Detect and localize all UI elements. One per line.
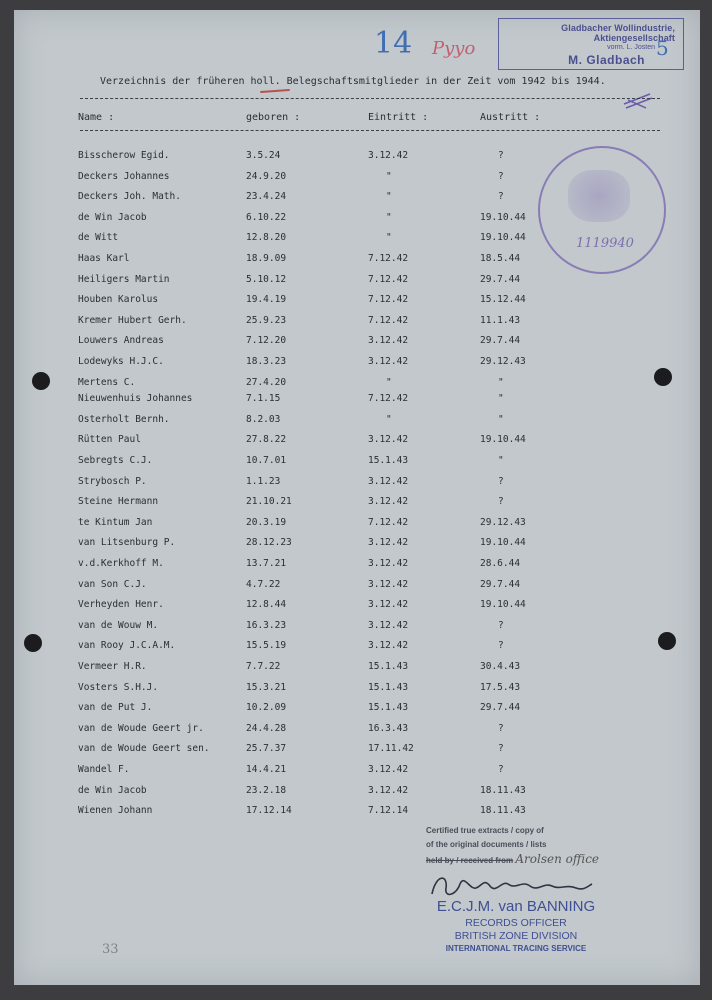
- divider-dashed: [80, 130, 660, 131]
- cell-exit: 15.12.44: [480, 294, 526, 306]
- cell-exit: ?: [498, 170, 504, 182]
- cell-entry: 15.1.43: [368, 702, 409, 714]
- cell-entry: 15.1.43: [368, 681, 409, 693]
- cell-name: Vosters S.H.J.: [78, 681, 159, 693]
- cell-entry: 15.1.43: [368, 661, 409, 672]
- cell-exit: ?: [498, 619, 504, 631]
- cell-entry: 7.12.42: [368, 314, 409, 326]
- table-row: [14, 743, 700, 763]
- table-row: [14, 805, 700, 825]
- cell-entry: ": [386, 170, 392, 182]
- cell-name: Nieuwenhuis Johannes: [78, 393, 193, 405]
- table-row: [14, 315, 700, 335]
- cell-entry: 3.12.42: [368, 640, 409, 652]
- table-row: [14, 723, 700, 743]
- cell-exit: 11.1.43: [480, 314, 521, 326]
- cell-entry: 7.12.42: [368, 516, 409, 528]
- column-header-name: Name :: [78, 112, 115, 123]
- cell-exit: 30.4.43: [480, 661, 521, 672]
- cell-born: 24.4.28: [246, 722, 287, 734]
- cell-entry: 17.11.42: [368, 743, 414, 755]
- stamp-emblem: [568, 170, 630, 222]
- cell-entry: 3.12.42: [368, 599, 409, 611]
- cell-born: 12.8.44: [246, 599, 287, 611]
- table-row: [14, 620, 700, 640]
- cell-born: 23.2.18: [246, 784, 287, 796]
- cell-exit: 29.12.43: [480, 516, 526, 528]
- document-title: Verzeichnis der früheren holl. Belegschaftsmitglieder in der Zeit vom 1942 bis 1944.: [100, 76, 606, 87]
- cell-name: Sebregts C.J.: [78, 455, 153, 466]
- handwritten-scribble: Pyyo: [432, 38, 476, 59]
- cell-born: 15.5.19: [246, 640, 287, 652]
- cell-born: 5.10.12: [246, 273, 287, 285]
- cell-entry: 7.12.42: [368, 393, 409, 405]
- table-row: [14, 476, 700, 496]
- certification-handwritten: Arolsen office: [515, 852, 600, 866]
- cell-entry: ": [386, 191, 392, 203]
- cell-entry: 3.12.42: [368, 496, 409, 508]
- cell-entry: ": [386, 413, 392, 425]
- cell-name: van Rooy J.C.A.M.: [78, 640, 176, 652]
- cell-entry: 15.1.43: [368, 455, 409, 466]
- cell-exit: 29.7.44: [480, 578, 521, 590]
- cell-entry: ": [386, 211, 392, 223]
- company-city: M. Gladbach: [568, 53, 645, 67]
- cell-born: 10.7.01: [246, 455, 287, 466]
- cell-name: van de Woude Geert sen.: [78, 743, 210, 755]
- cell-entry: 3.12.42: [368, 784, 409, 796]
- cell-name: van de Put J.: [78, 702, 153, 714]
- cell-entry: 7.12.42: [368, 253, 409, 264]
- cell-exit: 19.10.44: [480, 211, 526, 223]
- table-row: [14, 599, 700, 619]
- table-row: [14, 558, 700, 578]
- handwritten-page-mark: 5: [656, 36, 669, 60]
- cell-born: 8.2.03: [246, 413, 281, 425]
- table-row: [14, 393, 700, 413]
- cell-entry: ": [386, 376, 392, 388]
- cell-exit: ?: [498, 722, 504, 734]
- cell-born: 27.8.22: [246, 434, 287, 446]
- cell-entry: 3.12.42: [368, 558, 409, 569]
- cell-exit: 19.10.44: [480, 537, 526, 549]
- cell-entry: 3.12.42: [368, 150, 409, 161]
- cell-name: Wienen Johann: [78, 805, 153, 817]
- cell-name: Vermeer H.R.: [78, 661, 147, 672]
- cell-exit: ": [498, 376, 504, 388]
- table-row: [14, 640, 700, 660]
- cell-exit: ?: [498, 764, 504, 775]
- cell-name: Heiligers Martin: [78, 273, 170, 285]
- cell-exit: 19.10.44: [480, 599, 526, 611]
- cell-name: de Win Jacob: [78, 784, 147, 796]
- cell-name: Deckers Johannes: [78, 170, 170, 182]
- document-page: [14, 10, 700, 985]
- page-number: 33: [102, 942, 119, 957]
- cell-name: van de Wouw M.: [78, 619, 159, 631]
- cell-exit: 18.11.43: [480, 784, 526, 796]
- cell-name: van de Woude Geert jr.: [78, 722, 204, 734]
- cell-entry: 16.3.43: [368, 722, 409, 734]
- cell-entry: 7.12.42: [368, 273, 409, 285]
- handwritten-underline: [260, 89, 290, 93]
- cell-born: 16.3.23: [246, 619, 287, 631]
- cell-exit: 18.11.43: [480, 805, 526, 817]
- cell-born: 7.1.15: [246, 393, 281, 405]
- cell-exit: 19.10.44: [480, 434, 526, 446]
- table-row: [14, 496, 700, 516]
- column-header-exit: Austritt :: [480, 112, 541, 123]
- cell-born: 15.3.21: [246, 681, 287, 693]
- cell-born: 13.7.21: [246, 558, 287, 569]
- cell-born: 28.12.23: [246, 537, 292, 549]
- cell-born: 14.4.21: [246, 764, 287, 775]
- cell-entry: 7.12.14: [368, 805, 409, 817]
- cell-entry: 3.12.42: [368, 619, 409, 631]
- cell-name: Lodewyks H.J.C.: [78, 356, 164, 367]
- cell-name: Wandel F.: [78, 764, 130, 775]
- cell-name: Houben Karolus: [78, 294, 159, 306]
- cell-exit: ?: [498, 496, 504, 508]
- cell-name: van Litsenburg P.: [78, 537, 176, 549]
- cell-name: de Win Jacob: [78, 211, 147, 223]
- cell-entry: 3.12.42: [368, 434, 409, 446]
- cell-name: Kremer Hubert Gerh.: [78, 314, 187, 326]
- table-row: [14, 764, 700, 784]
- table-row: [14, 517, 700, 537]
- cell-exit: 29.7.44: [480, 335, 521, 347]
- officer-division: BRITISH ZONE DIVISION: [454, 930, 578, 942]
- cell-exit: ?: [498, 191, 504, 203]
- cell-exit: ?: [498, 640, 504, 652]
- table-row: [14, 702, 700, 722]
- cell-born: 27.4.20: [246, 376, 287, 388]
- table-row: [14, 356, 700, 376]
- officer-name: E.C.J.M. van BANNING: [436, 898, 596, 915]
- cell-born: 6.10.22: [246, 211, 287, 223]
- handwritten-folio-number: 14: [374, 26, 413, 61]
- cell-exit: ?: [498, 475, 504, 487]
- table-row: [14, 785, 700, 805]
- cell-exit: 17.5.43: [480, 681, 521, 693]
- cell-born: 4.7.22: [246, 578, 281, 590]
- cell-born: 23.4.24: [246, 191, 287, 203]
- cell-entry: 3.12.42: [368, 356, 409, 367]
- divider-dashed: [80, 98, 660, 99]
- table-row: [14, 294, 700, 314]
- column-header-entry: Eintritt :: [368, 112, 429, 123]
- stamp-number: 1119940: [576, 236, 634, 251]
- cell-born: 18.9.09: [246, 253, 287, 264]
- round-archive-stamp: [538, 146, 666, 274]
- cell-born: 21.10.21: [246, 496, 292, 508]
- records-officer-stamp: [426, 898, 606, 953]
- cell-born: 19.4.19: [246, 294, 287, 306]
- table-row: [14, 335, 700, 355]
- cell-exit: 29.12.43: [480, 356, 526, 367]
- table-row: [14, 661, 700, 681]
- cell-exit: 29.7.44: [480, 273, 521, 285]
- table-row: [14, 434, 700, 454]
- cell-name: Deckers Joh. Math.: [78, 191, 181, 203]
- table-row: [14, 414, 700, 434]
- cell-name: Louwers Andreas: [78, 335, 164, 347]
- cell-born: 24.9.20: [246, 170, 287, 182]
- cell-entry: 7.12.42: [368, 294, 409, 306]
- handwritten-signature: [426, 868, 596, 902]
- cell-exit: 18.5.44: [480, 253, 521, 264]
- cell-name: Osterholt Bernh.: [78, 413, 170, 425]
- cell-exit: ?: [498, 743, 504, 755]
- cell-born: 10.2.09: [246, 702, 287, 714]
- cell-born: 25.7.37: [246, 743, 287, 755]
- cell-born: 17.12.14: [246, 805, 292, 817]
- cell-name: de Witt: [78, 232, 119, 244]
- cell-entry: ": [386, 232, 392, 244]
- column-header-born: geboren :: [246, 112, 301, 123]
- cell-name: Haas Karl: [78, 253, 130, 264]
- cell-born: 7.12.20: [246, 335, 287, 347]
- cell-name: v.d.Kerkhoff M.: [78, 558, 164, 569]
- cell-name: Rütten Paul: [78, 434, 141, 446]
- cell-exit: 19.10.44: [480, 232, 526, 244]
- cell-exit: ": [498, 455, 504, 466]
- officer-service: INTERNATIONAL TRACING SERVICE: [445, 944, 587, 953]
- cell-name: Steine Hermann: [78, 496, 159, 508]
- cell-name: te Kintum Jan: [78, 516, 153, 528]
- table-row: [14, 274, 700, 294]
- certification-line3: held by / received from: [426, 856, 514, 865]
- officer-title: RECORDS OFFICER: [465, 917, 567, 929]
- cell-born: 7.7.22: [246, 661, 281, 672]
- cell-born: 12.8.20: [246, 232, 287, 244]
- certification-line2: of the original documents / lists: [426, 840, 547, 849]
- cell-name: Mertens C.: [78, 376, 136, 388]
- company-former-name: vorm. L. Josten: [607, 44, 655, 51]
- cell-name: Strybosch P.: [78, 475, 147, 487]
- cell-exit: 28.6.44: [480, 558, 521, 569]
- cell-name: Verheyden Henr.: [78, 599, 164, 611]
- cell-name: van Son C.J.: [78, 578, 147, 590]
- company-name: Gladbacher Wollindustrie, Aktiengesellschaft: [561, 23, 675, 43]
- table-row: [14, 579, 700, 599]
- scribble-mark: [620, 90, 656, 112]
- cell-entry: 3.12.42: [368, 335, 409, 347]
- cell-entry: 3.12.42: [368, 578, 409, 590]
- cell-exit: 29.7.44: [480, 702, 521, 714]
- cell-exit: ": [498, 393, 504, 405]
- cell-born: 25.9.23: [246, 314, 287, 326]
- cell-entry: 3.12.42: [368, 475, 409, 487]
- certification-line1: Certified true extracts / copy of: [426, 826, 544, 835]
- cell-exit: ": [498, 413, 504, 425]
- table-row: [14, 682, 700, 702]
- table-row: [14, 537, 700, 557]
- cell-born: 1.1.23: [246, 475, 281, 487]
- certification-stamp: [426, 824, 599, 868]
- cell-born: 20.3.19: [246, 516, 287, 528]
- cell-born: 3.5.24: [246, 150, 281, 161]
- cell-name: Bisscherow Egid.: [78, 150, 170, 161]
- cell-born: 18.3.23: [246, 356, 287, 367]
- table-row: [14, 455, 700, 475]
- cell-entry: 3.12.42: [368, 537, 409, 549]
- cell-entry: 3.12.42: [368, 764, 409, 775]
- cell-exit: ?: [498, 150, 504, 161]
